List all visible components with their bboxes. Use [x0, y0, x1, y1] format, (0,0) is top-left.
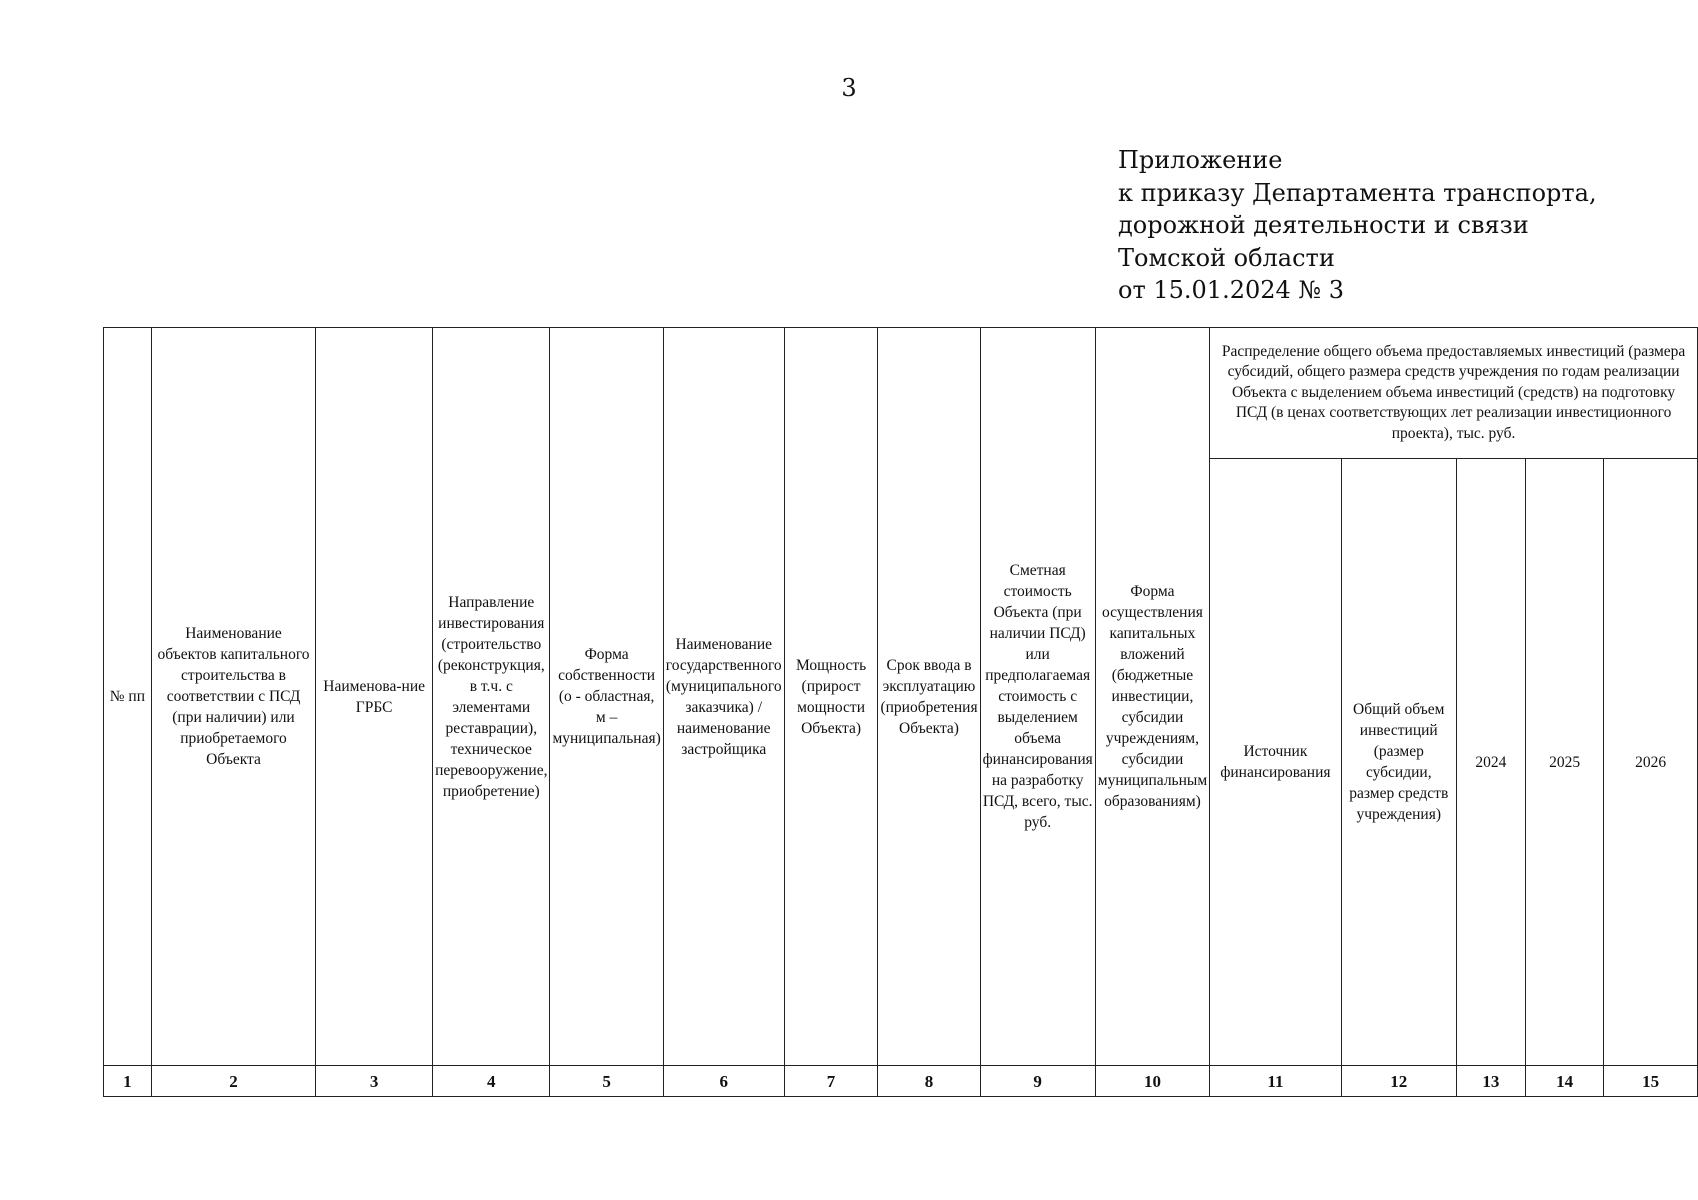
header-commissioning-term: Срок ввода в эксплуатацию (приобретения Объекта)	[878, 328, 980, 1066]
header-number: № пп	[104, 328, 152, 1066]
header-estimated-cost: Сметная стоимость Объекта (при наличии ПСД) или предполагаемая стоимость с выделением объема финансирования на разработку ПСД, всего, тыс. руб.	[980, 328, 1095, 1066]
header-year-2026: 2026	[1604, 459, 1698, 1066]
column-number: 10	[1095, 1066, 1209, 1097]
column-number: 7	[784, 1066, 878, 1097]
appendix-line: к приказу Департамента транспорта,	[1118, 178, 1597, 207]
column-number: 4	[433, 1066, 550, 1097]
column-number: 2	[151, 1066, 315, 1097]
header-investment-form: Форма осуществления капитальных вложений (бюджетные инвестиции, субсидии учреждениям, субсидии муниципальным образованиям)	[1095, 328, 1209, 1066]
header-investment-direction: Направление инвестирования (строительство (реконструкция, в т.ч. с элементами реставрации), техническое перевооружение, приобретение)	[433, 328, 550, 1066]
column-number: 1	[104, 1066, 152, 1097]
header-object-name: Наименование объектов капитального строительства в соответствии с ПСД (при наличии) или приобретаемого Объекта	[151, 328, 315, 1066]
column-number: 5	[550, 1066, 663, 1097]
investment-table	[103, 327, 1698, 1097]
column-number: 15	[1604, 1066, 1698, 1097]
header-total-investment: Общий объем инвестиций (размер субсидии, размер средств учреждения)	[1341, 459, 1456, 1066]
header-distribution: Распределение общего объема предоставляемых инвестиций (размера субсидий, общего размера средств учреждения по годам реализации Объекта с выделением объема инвестиций (средств) на подготовку ПСД (в ценах соответствующих лет реализации инвестиционного проекта), тыс. руб.	[1210, 328, 1698, 459]
header-year-2024: 2024	[1456, 459, 1525, 1066]
header-year-2025: 2025	[1525, 459, 1603, 1066]
column-number: 6	[663, 1066, 784, 1097]
header-grbs: Наименова-ние ГРБС	[316, 328, 433, 1066]
appendix-date-number: от 15.01.2024 № 3	[1118, 276, 1345, 304]
header-ownership-form: Форма собственности (о - областная, м – муниципальная)	[550, 328, 663, 1066]
header-capacity: Мощность (прирост мощности Объекта)	[784, 328, 878, 1066]
appendix-line: Томской области	[1118, 243, 1335, 272]
header-customer: Наименование государственного (муниципального заказчика) / наименование застройщика	[663, 328, 784, 1066]
column-number: 14	[1525, 1066, 1603, 1097]
column-number: 12	[1341, 1066, 1456, 1097]
appendix-caption	[1118, 144, 1597, 307]
page-number: 3	[841, 74, 857, 102]
appendix-line: дорожной деятельности и связи	[1118, 211, 1529, 239]
column-number: 3	[316, 1066, 433, 1097]
column-number: 8	[878, 1066, 980, 1097]
column-number: 11	[1210, 1066, 1342, 1097]
column-number: 9	[980, 1066, 1095, 1097]
header-funding-source: Источник финансирования	[1210, 459, 1342, 1066]
column-number: 13	[1456, 1066, 1525, 1097]
appendix-title: Приложение	[1118, 146, 1283, 174]
column-number-row	[104, 1066, 1698, 1097]
